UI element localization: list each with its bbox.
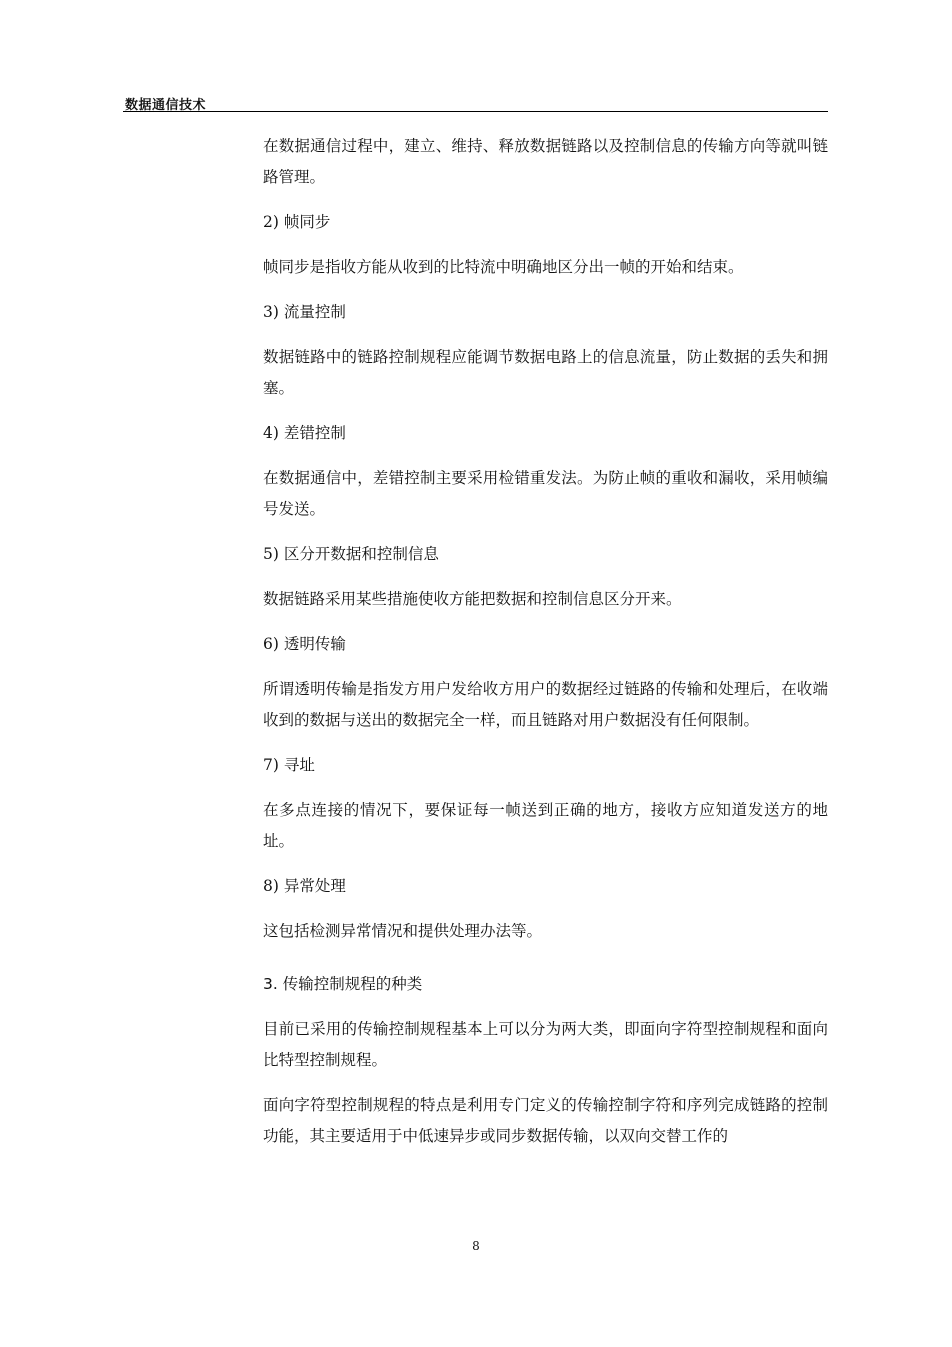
paragraph-error-control: 在数据通信中，差错控制主要采用检错重发法。为防止帧的重收和漏收，采用帧编号发送。 <box>263 469 828 518</box>
paragraph-exception-handling: 这包括检测异常情况和提供处理办法等。 <box>263 922 543 940</box>
paragraph-transparent-transmission: 所谓透明传输是指发方用户发给收方用户的数据经过链路的传输和处理后，在收端收到的数据与送出的数据完全一样，而且链路对用户数据没有任何限制。 <box>263 680 828 729</box>
item-heading-flow-control: 3) 流量控制 <box>263 303 346 321</box>
item-heading-frame-sync: 2) 帧同步 <box>263 213 331 231</box>
paragraph-control-types: 目前已采用的传输控制规程基本上可以分为两大类，即面向字符型控制规程和面向比特型控制规程。 <box>263 1020 828 1069</box>
item-heading-transparent-transmission: 6) 透明传输 <box>263 635 346 653</box>
item-heading-separate-data-control: 5) 区分开数据和控制信息 <box>263 545 439 563</box>
section-heading-control-types: 3. 传输控制规程的种类 <box>263 975 423 993</box>
running-header: 数据通信技术 <box>125 98 207 113</box>
header-rule <box>123 111 828 112</box>
item-heading-error-control: 4) 差错控制 <box>263 424 346 442</box>
paragraph-frame-sync: 帧同步是指收方能从收到的比特流中明确地区分出一帧的开始和结束。 <box>263 258 744 276</box>
item-heading-exception-handling: 8) 异常处理 <box>263 877 346 895</box>
paragraph-addressing: 在多点连接的情况下，要保证每一帧送到正确的地方，接收方应知道发送方的地址。 <box>263 801 828 850</box>
page-number: 8 <box>472 1239 480 1253</box>
paragraph-character-oriented: 面向字符型控制规程的特点是利用专门定义的传输控制字符和序列完成链路的控制功能，其主要适用于中低速异步或同步数据传输，以双向交替工作的 <box>263 1096 828 1145</box>
paragraph-link-management: 在数据通信过程中，建立、维持、释放数据链路以及控制信息的传输方向等就叫链路管理。 <box>263 137 828 186</box>
paragraph-flow-control: 数据链路中的链路控制规程应能调节数据电路上的信息流量，防止数据的丢失和拥塞。 <box>263 348 828 397</box>
paragraph-separate-data-control: 数据链路采用某些措施使收方能把数据和控制信息区分开来。 <box>263 590 682 608</box>
item-heading-addressing: 7) 寻址 <box>263 756 315 774</box>
page-body <box>263 131 828 1166</box>
